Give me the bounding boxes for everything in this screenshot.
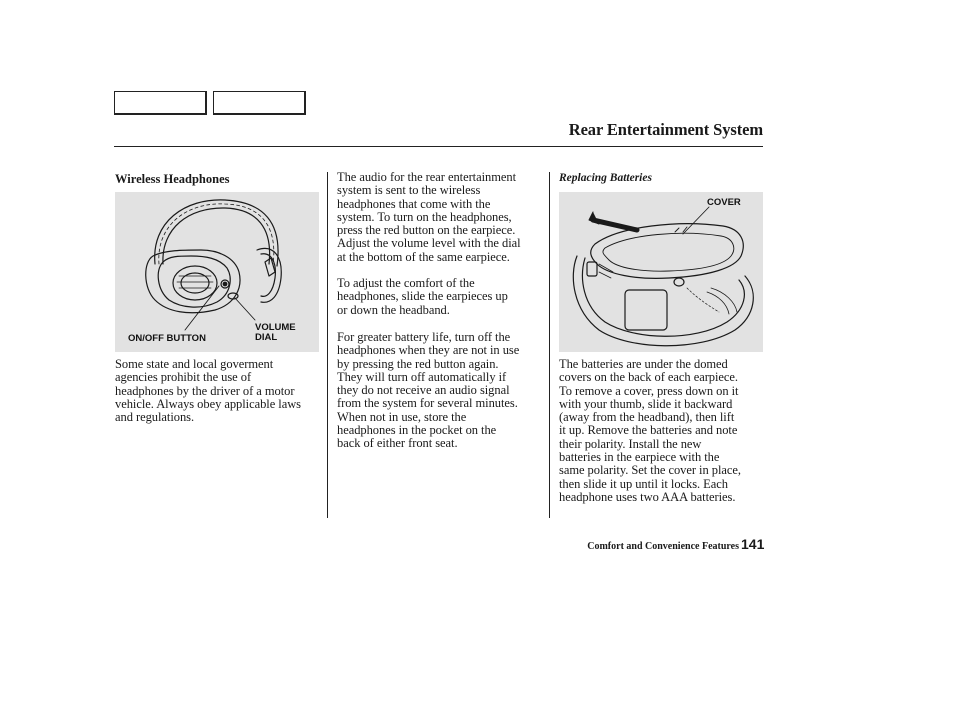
cover-callout: COVER	[707, 197, 741, 208]
title-divider	[114, 146, 763, 147]
column-divider-1	[327, 172, 328, 518]
nav-tab-1[interactable]	[114, 91, 207, 115]
audio-intro-paragraph: The audio for the rear entertainment system is sent to the wireless headphones that come with the system. To turn on the headphones, press the red button on the earpiece. Adjust the volume level with the dial at the bottom of the same earpiece.	[337, 170, 521, 264]
battery-life-paragraph: For greater battery life, turn off the headphones when they are not in use by pressing the red button again. They will turn off automatically if they do not receive an audio signal from the system for several minutes. When not in use, store the headphones in the pocket on the back of either front seat.	[337, 330, 520, 451]
on-off-button-callout: ON/OFF BUTTON	[128, 333, 206, 344]
battery-cover-figure	[559, 192, 763, 352]
earpiece-icon	[559, 192, 763, 352]
nav-tab-2[interactable]	[213, 91, 306, 115]
section-heading-wireless-headphones: Wireless Headphones	[115, 172, 230, 186]
comfort-adjust-paragraph: To adjust the comfort of the headphones, slide the earpieces up or down the headband.	[337, 276, 508, 317]
driver-warning-paragraph: Some state and local goverment agencies prohibit the use of headphones by the driver of a motor vehicle. Always obey applicable laws and regulations.	[115, 357, 301, 425]
volume-dial-callout: VOLUME DIAL	[255, 322, 296, 343]
footer-section-name: Comfort and Convenience Features	[587, 541, 739, 552]
battery-replacement-paragraph: The batteries are under the domed covers on the back of each earpiece. To remove a cover, press down on it with your thumb, slide it backward (away from the headband), then lift it up. Remove the batteries and note their polarity. Install the new batteries in the earpiece with the same polarity. Set the cover in place, then slide it up until it locks. Each headphone uses two AAA batteries.	[559, 357, 741, 504]
headphones-figure	[115, 192, 319, 352]
column-divider-2	[549, 172, 550, 518]
page-title: Rear Entertainment System	[568, 120, 763, 139]
section-heading-replacing-batteries: Replacing Batteries	[559, 172, 652, 184]
page-number: 141	[741, 536, 765, 552]
